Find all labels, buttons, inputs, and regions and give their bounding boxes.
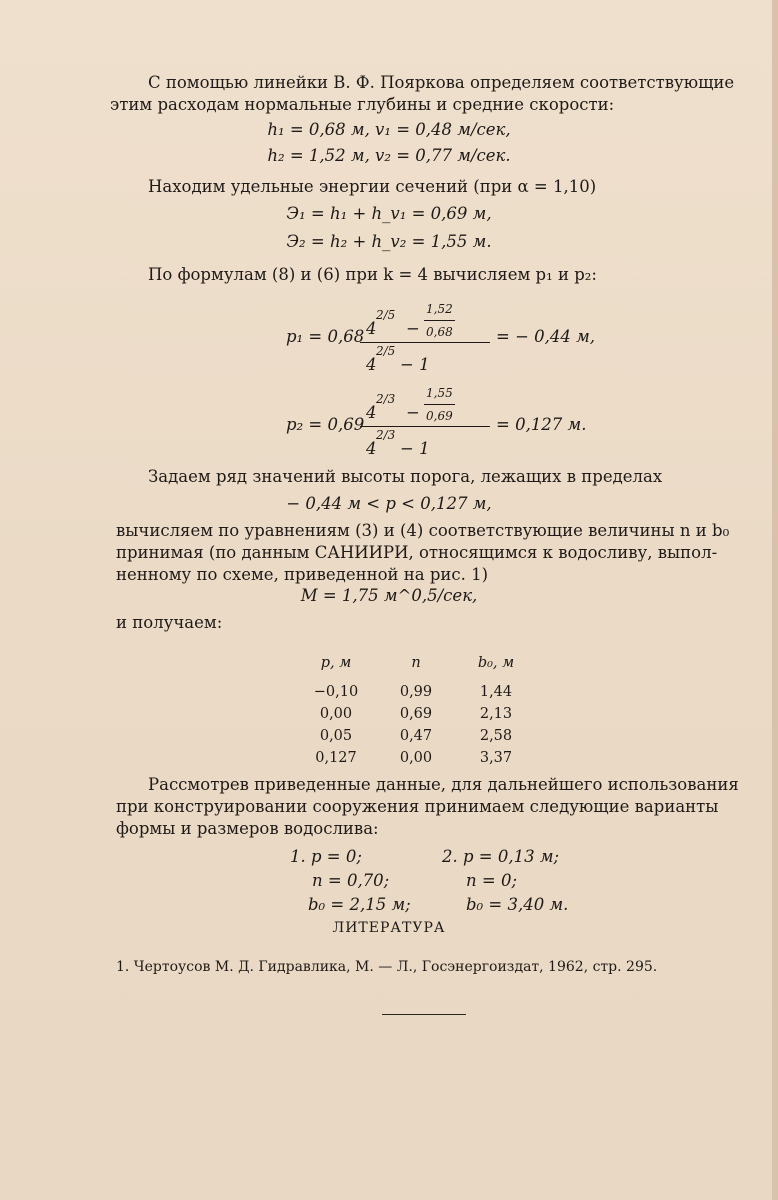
table-row	[296, 725, 536, 747]
equation-m: M = 1,75 м^0,5/сек,	[300, 586, 478, 605]
para5-line3: ненному по схеме, приведенной на рис. 1)	[116, 565, 489, 584]
para7-line1: Рассмотрев приведенные данные, для дальнейшего использования	[148, 775, 739, 794]
table-row	[296, 747, 536, 769]
formula-p1-lhs: p₁ = 0,68	[286, 327, 365, 346]
para5-line2: принимая (по данным САНИИРИ, относящимся к водосливу, выпол-	[116, 543, 718, 562]
para7-line3: формы и размеров водослива:	[116, 819, 379, 838]
para5-line1: вычисляем по уравнениям (3) и (4) соответствующие величины n и b₀	[116, 521, 730, 540]
table-header-row	[296, 652, 536, 681]
variant1-line1: 1. p = 0;	[290, 847, 362, 866]
equation-e2: Э₂ = h₂ + h_v₂ = 1,55 м.	[286, 232, 492, 251]
equation-h1: h₁ = 0,68 м, v₁ = 0,48 м/сек,	[267, 120, 511, 139]
para6: и получаем:	[116, 613, 223, 632]
para1-line1: С помощью линейки В. Ф. Пояркова определяем соответствующие	[148, 73, 735, 92]
table-cell: 0,69	[399, 706, 433, 722]
equation-e1: Э₁ = h₁ + h_v₁ = 0,69 м,	[286, 204, 492, 223]
table-row	[296, 681, 536, 703]
para7-line2: при конструировании сооружения принимаем следующие варианты	[116, 797, 719, 816]
para2: Находим удельные энергии сечений (при α = 1,10)	[148, 177, 597, 196]
formula-p2-ratio: $\frac{1,55}{0,69}$	[424, 382, 455, 427]
results-table	[296, 652, 536, 769]
table-cell: 2,13	[479, 706, 513, 722]
para1-line2: этим расходам нормальные глубины и средние скорости:	[110, 95, 615, 114]
variant1-line3: b₀ = 2,15 м;	[308, 895, 411, 914]
variant1-line2: n = 0,70;	[312, 871, 390, 890]
table-cell: 0,00	[399, 750, 433, 766]
literature-item: 1. Чертоусов М. Д. Гидравлика, М. — Л., Госэнергоиздат, 1962, стр. 295.	[116, 959, 658, 975]
variant2-line1: 2. p = 0,13 м;	[442, 847, 560, 866]
table-cell: 0,47	[399, 728, 433, 744]
inequality: − 0,44 м < p < 0,127 м,	[286, 494, 492, 513]
table-cell: 0,00	[319, 706, 353, 722]
table-header: p, м	[320, 655, 352, 671]
formula-p2-numerator: 4 2/3 − $\frac{1,55}{0,69}$	[360, 380, 490, 427]
table-cell: 1,44	[479, 684, 513, 700]
variant2-line2: n = 0;	[466, 871, 517, 890]
para4: Задаем ряд значений высоты порога, лежащих в пределах	[148, 467, 663, 486]
variant2-line3: b₀ = 3,40 м.	[466, 895, 569, 914]
page: С помощью линейки В. Ф. Пояркова определяем соответствующие этим расходам нормальные глубины и средние скорости: h₁ = 0,68 м, v₁ = 0,48 м/сек, h₂ = 1,52 м, v₂ = 0,77 м/сек. Находим удельные энергии сечений (при α = 1,10) Э₁ = h₁ + h_v₁ = 0,69 м, Э₂ = h₂ + h_v₂ = 1,55 м. По формулам (8) и (6) при k = 4 вычисляем p₁ и p₂: p₁ = 0,68 4 2/5 − $\frac{1,52}{0,68}$ 4 2/5 − 1 = − 0,44 м, p₂ = 0,69 4 2/3 − $\frac{1,55}{0,69}$ 4 2/3 − 1 = 0,127 м. Задаем ряд значений высоты порога, лежащих в пределах − 0,44 м < p < 0,127 м, вычисляем по уравнениям (3) и (4) соответствующие величины n и b₀ принимая (по данным САНИИРИ, относящимся к водосливу, выпол- ненному по схеме, приведенной на рис. 1) M = 1,75 м^0,5/сек, и получаем: p, м n b₀, м −0,10 0,99 1,44 0,00 0,69 2,13 0,05 0,47 2,58 0,127 0,00 3,37 Рассмотрев приведенные данные, для дальнейшего использования при конструировании сооружения принимаем следующие варианты формы и размеров водослива: 1. p = 0; n = 0,70; b₀ = 2,15 м; 2. p = 0,13 м; n = 0; b₀ = 3,40 м. ЛИТЕРАТУРА 1. Чертоусов М. Д. Гидравлика, М. — Л., Госэнергоиздат, 1962, стр. 295.	[0, 0, 778, 1200]
table-cell: 3,37	[479, 750, 513, 766]
table-cell: 0,05	[319, 728, 353, 744]
table-cell: 0,99	[399, 684, 433, 700]
table-cell: −0,10	[313, 684, 359, 700]
formula-p2-lhs: p₂ = 0,69	[286, 415, 365, 434]
formula-p2-rhs: = 0,127 м.	[496, 415, 587, 434]
formula-p1-numerator: 4 2/5 − $\frac{1,52}{0,68}$	[360, 296, 490, 343]
para3: По формулам (8) и (6) при k = 4 вычисляем p₁ и p₂:	[148, 265, 597, 284]
equation-h2: h₂ = 1,52 м, v₂ = 0,77 м/сек.	[267, 146, 511, 165]
table-cell: 0,127	[315, 750, 357, 766]
table-header: n	[411, 655, 421, 671]
literature-heading: ЛИТЕРАТУРА	[332, 920, 446, 936]
table-cell: 2,58	[479, 728, 513, 744]
formula-p1-rhs: = − 0,44 м,	[496, 327, 596, 346]
formula-p1-ratio: $\frac{1,52}{0,68}$	[424, 298, 455, 343]
end-rule	[382, 1014, 466, 1015]
table-row	[296, 703, 536, 725]
table-header: b₀, м	[477, 655, 515, 671]
